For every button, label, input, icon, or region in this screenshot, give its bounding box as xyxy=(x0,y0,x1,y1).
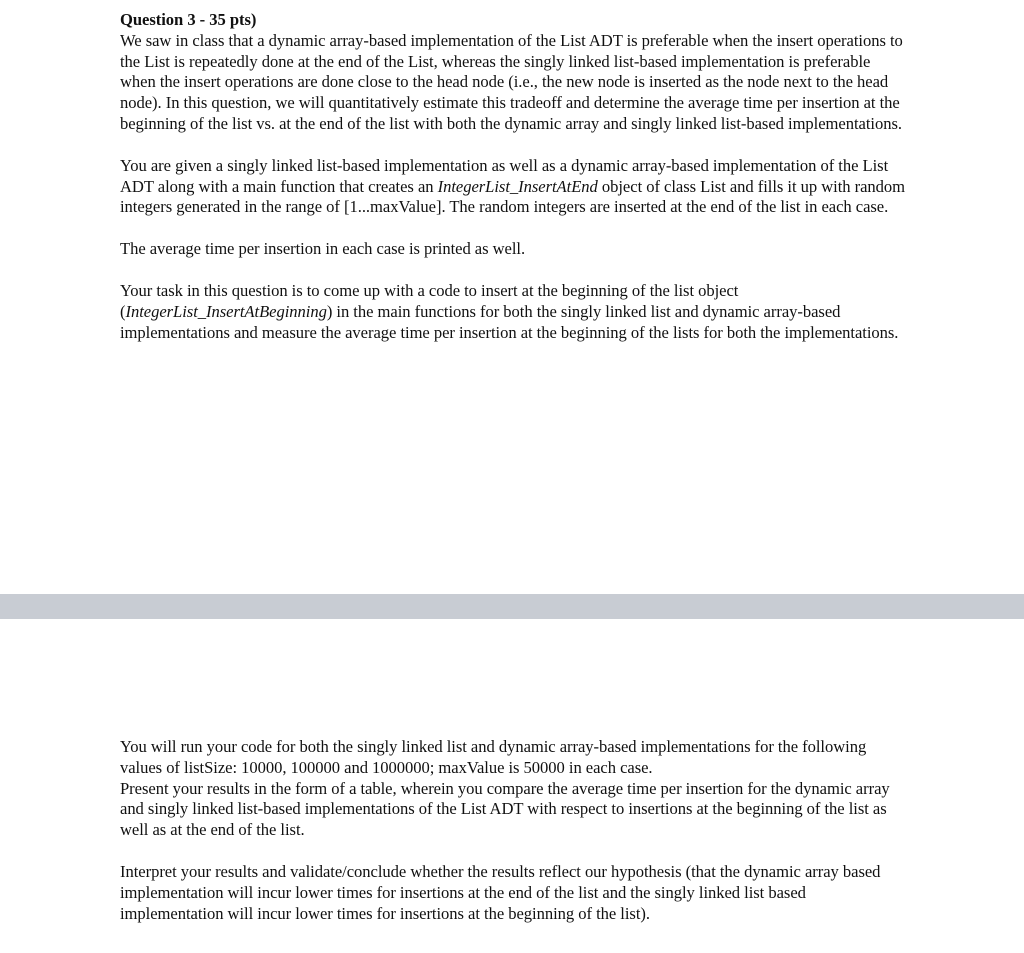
intro-paragraph: We saw in class that a dynamic array-based implementation of the List ADT is preferable when the insert operations to the List is repeatedly done at the end of the List, whereas the singly linked list-based implementation is preferable when the insert operations are done close to the head node (i.e., the new node is inserted as the node next to the head node). In this question, we will quantitatively estimate this tradeoff and determine the average time per insertion at the beginning of the list vs. at the end of the list with both the dynamic array and singly linked list-based implementations. xyxy=(120,30,903,133)
given-code-text-2: object of class List and fills it up with random integers generated in the range of [1...maxValue]. The random integers are inserted at the end of the list in each case. xyxy=(120,176,906,217)
run-code-paragraph: You will run your code for both the singly linked list and dynamic array-based implementations for the following values of listSize: 10000, 100000 and 1000000; maxValue is 50000 in each case. xyxy=(120,737,867,777)
results-table-paragraph: Present your results in the form of a table, wherein you compare the average time per insertion for the dynamic array and singly linked list-based implementations of the List ADT with respect to insertions at the beginning of the list as well as at the end of the list. xyxy=(120,778,890,840)
question-heading: Question 3 - 35 pts) xyxy=(120,10,257,29)
task-paragraph xyxy=(120,281,910,343)
insert-at-beginning-object-name: IntegerList_InsertAtBeginning xyxy=(125,301,327,321)
document-page-2 xyxy=(0,619,1024,953)
insert-at-end-object-name: IntegerList_InsertAtEnd xyxy=(437,176,598,196)
given-code-text-1: You are given a singly linked list-based implementation as well as a dynamic array-based implementation of the List ADT along with a main function that creates an xyxy=(120,155,889,196)
page-separator xyxy=(0,594,1024,619)
average-time-paragraph: The average time per insertion in each case is printed as well. xyxy=(120,239,526,259)
task-text-1: Your task in this question is to come up with a code to insert at the beginning of the list object ( xyxy=(120,280,739,321)
given-code-paragraph xyxy=(120,156,910,218)
page-2-content xyxy=(120,737,910,945)
task-text-2: ) in the main functions for both the singly linked list and dynamic array-based implementations and measure the average time per insertion at the beginning of the lists for both the implementations. xyxy=(120,301,899,342)
page-1-content xyxy=(120,10,910,364)
interpret-results-paragraph: Interpret your results and validate/conclude whether the results reflect our hypothesis (that the dynamic array based implementation will incur lower times for insertions at the end of the list and the singly linked list based implementation will incur lower times for insertions at the beginning of the list). xyxy=(120,861,881,923)
